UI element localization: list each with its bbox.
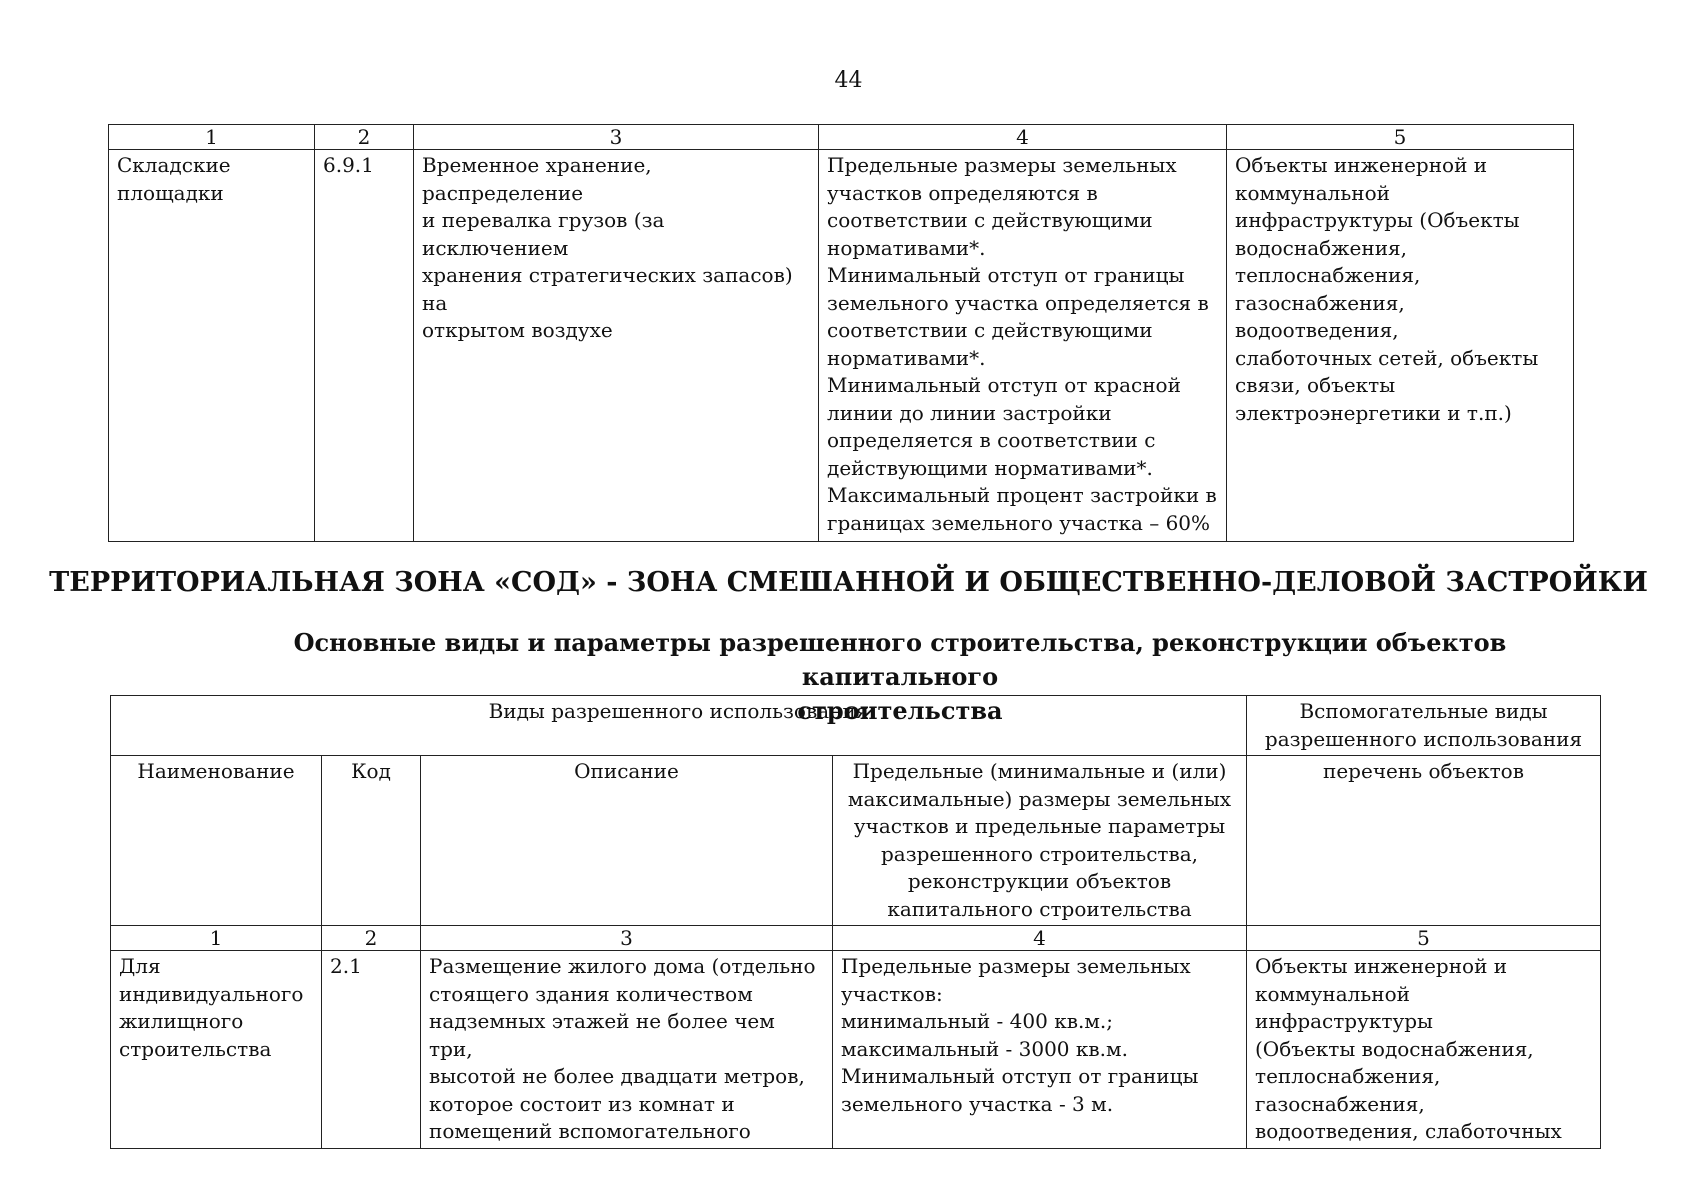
auxiliary-column-header: перечень объектов — [1247, 756, 1601, 926]
column-number-row — [111, 926, 1601, 951]
column-number-row — [109, 125, 1574, 150]
column-number: 1 — [111, 926, 322, 951]
column-number: 2 — [322, 926, 421, 951]
section-heading: Основные виды и параметры разрешенного строительства, реконструкции объектов капитального строительства — [293, 628, 1507, 725]
description-cell: Размещение жилого дома (отдельно стоящего здания количеством надземных этажей не более чем три, высотой не более двадцати метров, которое состоит из комнат и помещений вспомогательного — [421, 951, 833, 1149]
auxiliary-objects-cell: Объекты инженерной и коммунальной инфраструктуры (Объекты водоснабжения, теплоснабжения, газоснабжения, водоотведения, слаботочных сетей, объекты связи, объекты электроэнергетики и т.п.) — [1227, 150, 1574, 542]
use-name-cell: Складские площадки — [109, 150, 315, 542]
description-column-header: Описание — [421, 756, 833, 926]
table-row — [111, 951, 1601, 1149]
use-code-cell: 2.1 — [322, 951, 421, 1149]
table-row — [109, 150, 1574, 542]
parameters-cell: Предельные размеры земельных участков определяются в соответствии с действующими нормативами*. Минимальный отступ от границы земельного участка определяется в соответствии с действующими нормативами*. Минимальный отступ от красной линии до линии застройки определяется в соответствии с действующими нормативами*. Максимальный процент застройки в границах земельного участка – 60% — [819, 150, 1227, 542]
column-number: 3 — [421, 926, 833, 951]
column-number: 5 — [1227, 125, 1574, 150]
use-code-cell: 6.9.1 — [315, 150, 414, 542]
continuation-table — [108, 124, 1574, 542]
group-header: Виды разрешенного использования — [111, 696, 1247, 756]
use-name-cell: Для индивидуального жилищного строительства — [111, 951, 322, 1149]
parameters-cell: Предельные размеры земельных участков: минимальный - 400 кв.м.; максимальный - 3000 кв.м. Минимальный отступ от границы земельного участка - 3 м. — [833, 951, 1247, 1149]
column-number: 1 — [109, 125, 315, 150]
code-column-header: Код — [322, 756, 421, 926]
description-cell: Временное хранение, распределение и перевалка грузов (за исключением хранения стратегических запасов) на открытом воздухе — [414, 150, 819, 542]
permitted-use-table — [110, 695, 1601, 1149]
auxiliary-objects-cell: Объекты инженерной и коммунальной инфраструктуры (Объекты водоснабжения, теплоснабжения, газоснабжения, водоотведения, слаботочных — [1247, 951, 1601, 1149]
column-number: 4 — [833, 926, 1247, 951]
page-number: 44 — [834, 68, 863, 93]
column-number: 4 — [819, 125, 1227, 150]
column-number: 2 — [315, 125, 414, 150]
column-number: 3 — [414, 125, 819, 150]
auxiliary-header: Вспомогательные виды разрешенного использования — [1247, 696, 1601, 756]
name-column-header: Наименование — [111, 756, 322, 926]
column-number: 5 — [1247, 926, 1601, 951]
group-header-row — [111, 696, 1601, 756]
column-header-row — [111, 756, 1601, 926]
zone-heading: ТЕРРИТОРИАЛЬНАЯ ЗОНА «СОД» - ЗОНА СМЕШАННОЙ И ОБЩЕСТВЕННО-ДЕЛОВОЙ ЗАСТРОЙКИ — [49, 567, 1648, 598]
parameters-column-header: Предельные (минимальные и (или) максимальные) размеры земельных участков и предельные параметры разрешенного строительства, реконструкции объектов капитального строительства — [833, 756, 1247, 926]
